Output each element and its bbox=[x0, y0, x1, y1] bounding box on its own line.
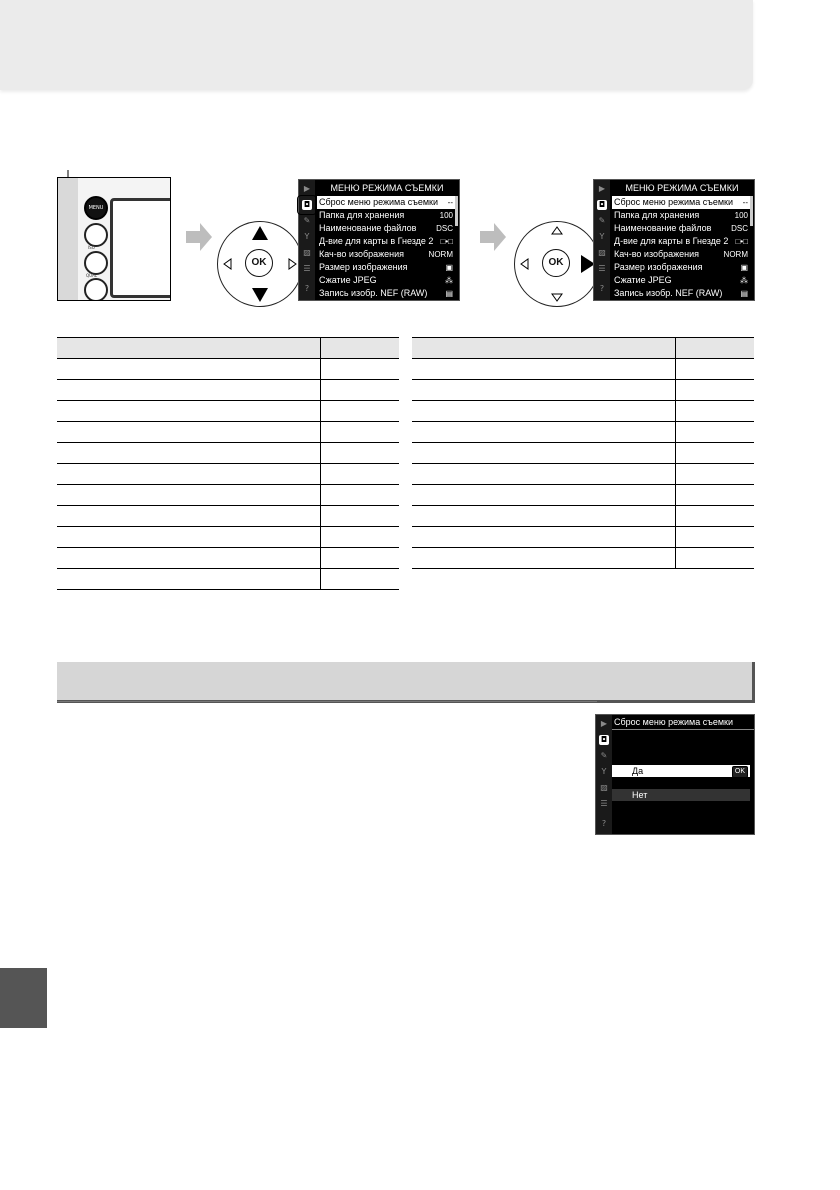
playback-tab-icon[interactable]: ▶ bbox=[600, 719, 608, 728]
shooting-menu-screen-selected bbox=[593, 179, 755, 301]
mymenu-tab-icon[interactable]: ☰ bbox=[600, 799, 608, 808]
table-row bbox=[57, 443, 399, 464]
table-row bbox=[412, 527, 754, 548]
multi-selector-up-down bbox=[217, 221, 303, 307]
table-row bbox=[57, 401, 399, 422]
multi-selector-right bbox=[514, 221, 600, 307]
camera-tab-icon[interactable]: ◘ bbox=[600, 735, 608, 744]
table-header-cell bbox=[57, 338, 321, 359]
camera-qual-label: QUAL bbox=[86, 273, 98, 278]
table-row bbox=[412, 485, 754, 506]
menu-item[interactable]: Сжатие JPEG ⁂ bbox=[614, 275, 748, 285]
table-row bbox=[57, 548, 399, 569]
pencil-tab-icon[interactable]: ✎ bbox=[598, 216, 606, 225]
menu-sidebar bbox=[594, 180, 610, 300]
wrench-tab-icon[interactable]: Y bbox=[304, 232, 310, 241]
camera-back-illustration bbox=[57, 177, 171, 301]
table-header-cell bbox=[412, 338, 676, 359]
menu-item[interactable]: Сброс меню режима съемки -- bbox=[319, 197, 453, 207]
wrench-tab-icon[interactable]: Y bbox=[599, 232, 605, 241]
menu-sidebar bbox=[596, 715, 612, 835]
dialog-option-no[interactable]: Нет bbox=[612, 789, 750, 801]
camera-iso-button[interactable] bbox=[84, 251, 108, 275]
table-row bbox=[412, 422, 754, 443]
table-row bbox=[57, 527, 399, 548]
highlight-ring bbox=[297, 195, 317, 215]
menu-item[interactable]: Наименование файлов DSC bbox=[614, 223, 748, 233]
ok-button[interactable]: OK bbox=[542, 249, 570, 277]
camera-tab-icon[interactable]: ◘ bbox=[598, 200, 606, 209]
ok-badge: OK bbox=[732, 766, 748, 778]
mymenu-tab-icon[interactable]: ☰ bbox=[598, 264, 606, 273]
camera-iso-label: ISO bbox=[88, 245, 95, 250]
arrow-right-icon bbox=[480, 223, 506, 251]
table-row bbox=[412, 506, 754, 527]
menu-item[interactable]: Запись изобр. NEF (RAW) ▤ bbox=[319, 288, 453, 298]
table-row bbox=[57, 569, 399, 590]
menu-item[interactable]: Д-вие для карты в Гнезде 2 □•□ bbox=[319, 236, 453, 246]
retouch-tab-icon[interactable]: ▨ bbox=[303, 248, 311, 257]
camera-help-button[interactable] bbox=[84, 223, 108, 247]
table-row bbox=[412, 359, 754, 380]
mymenu-tab-icon[interactable]: ☰ bbox=[303, 264, 311, 273]
menu-item[interactable]: Папка для хранения 100 bbox=[614, 210, 748, 220]
camera-qual-button[interactable] bbox=[84, 278, 108, 301]
section-rule bbox=[57, 701, 597, 702]
dialog-option-yes[interactable]: Да OK bbox=[612, 765, 750, 777]
menu-item[interactable]: Запись изобр. NEF (RAW) ▤ bbox=[614, 288, 748, 298]
menu-item[interactable]: Сжатие JPEG ⁂ bbox=[319, 275, 453, 285]
camera-tab-icon[interactable]: ◘ bbox=[303, 200, 311, 209]
table-row bbox=[57, 380, 399, 401]
dialog-title: Сброс меню режима съемки bbox=[614, 717, 734, 727]
playback-tab-icon[interactable]: ▶ bbox=[303, 184, 311, 193]
camera-lcd bbox=[110, 198, 171, 298]
camera-menu-button[interactable]: MENU bbox=[84, 196, 108, 220]
arrow-right-icon bbox=[186, 223, 212, 251]
table-row bbox=[412, 401, 754, 422]
playback-tab-icon[interactable]: ▶ bbox=[598, 184, 606, 193]
table-row bbox=[412, 443, 754, 464]
section-heading-bar bbox=[57, 662, 755, 703]
menu-item[interactable]: Кач-во изображения NORM bbox=[319, 249, 453, 259]
retouch-tab-icon[interactable]: ▨ bbox=[598, 248, 606, 257]
menu-item[interactable]: Кач-во изображения NORM bbox=[614, 249, 748, 259]
help-icon[interactable]: ? bbox=[599, 284, 605, 293]
dialog-divider bbox=[612, 729, 754, 730]
table-row bbox=[57, 485, 399, 506]
shooting-menu-screen bbox=[298, 179, 460, 301]
table-header-cell bbox=[321, 338, 400, 359]
table-row bbox=[412, 380, 754, 401]
pencil-tab-icon[interactable]: ✎ bbox=[303, 216, 311, 225]
table-header-cell bbox=[676, 338, 755, 359]
table-row bbox=[412, 464, 754, 485]
retouch-tab-icon[interactable]: ▨ bbox=[600, 783, 608, 792]
table-row bbox=[412, 548, 754, 569]
page-header-band bbox=[0, 0, 753, 90]
menu-item[interactable]: Размер изображения ▣ bbox=[319, 262, 453, 272]
chapter-side-tab bbox=[0, 968, 47, 1028]
table-row bbox=[57, 506, 399, 527]
menu-title: МЕНЮ РЕЖИМА СЪЕМКИ bbox=[625, 183, 739, 193]
wrench-tab-icon[interactable]: Y bbox=[601, 767, 607, 776]
ok-button[interactable]: OK bbox=[245, 249, 273, 277]
menu-item[interactable]: Размер изображения ▣ bbox=[614, 262, 748, 272]
table-row bbox=[57, 359, 399, 380]
help-icon[interactable]: ? bbox=[601, 819, 607, 828]
menu-item[interactable]: Папка для хранения 100 bbox=[319, 210, 453, 220]
settings-table-right bbox=[412, 337, 754, 569]
menu-scrollbar[interactable] bbox=[750, 196, 753, 226]
menu-item[interactable]: Наименование файлов DSC bbox=[319, 223, 453, 233]
reset-confirm-dialog bbox=[595, 714, 755, 835]
table-row bbox=[57, 422, 399, 443]
camera-strap-area bbox=[58, 178, 78, 300]
menu-item[interactable]: Д-вие для карты в Гнезде 2 □•□ bbox=[614, 236, 748, 246]
settings-table-left bbox=[57, 337, 399, 590]
menu-scrollbar[interactable] bbox=[455, 196, 458, 226]
menu-title: МЕНЮ РЕЖИМА СЪЕМКИ bbox=[330, 183, 444, 193]
table-row bbox=[57, 464, 399, 485]
pencil-tab-icon[interactable]: ✎ bbox=[600, 751, 608, 760]
menu-item[interactable]: Сброс меню режима съемки -- bbox=[614, 197, 748, 207]
help-icon[interactable]: ? bbox=[304, 284, 310, 293]
